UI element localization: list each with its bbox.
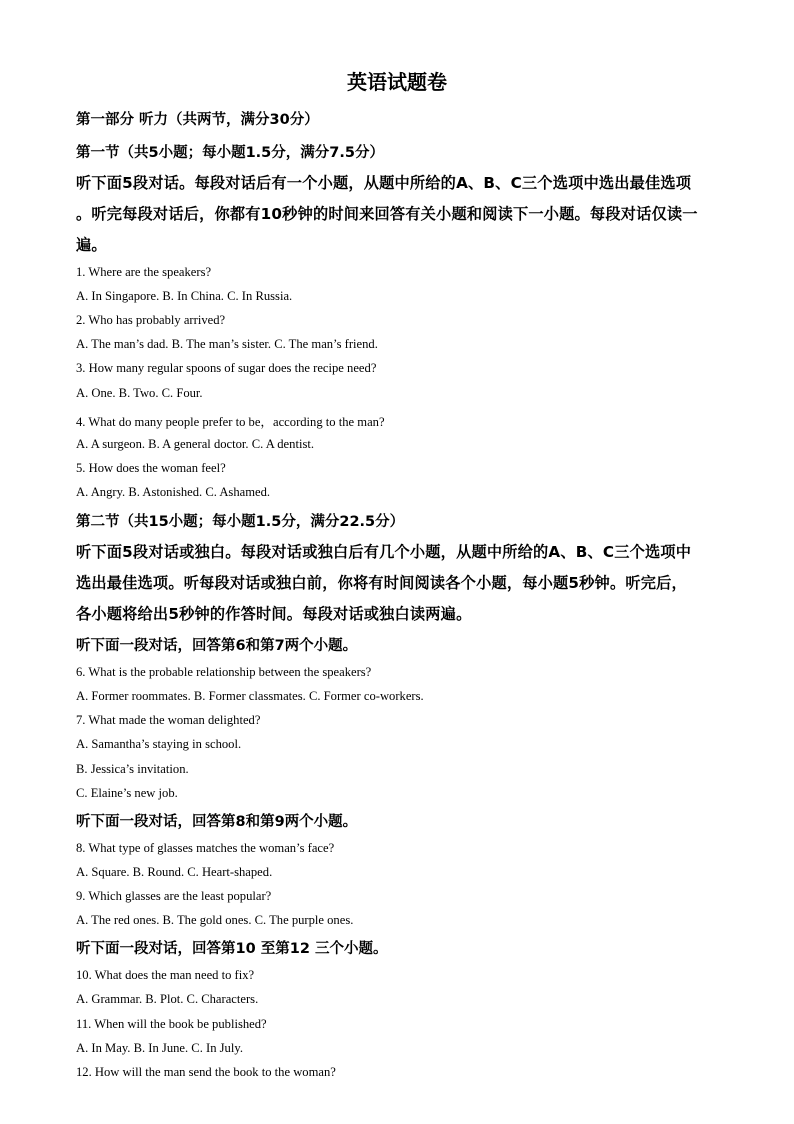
question-5-options: A. Angry. B. Astonished. C. Ashamed. (76, 485, 271, 499)
section2-instruction-line-2: 选出最佳选项。听每段对话或独白前，你将有时间阅读各个小题，每小题5秒钟。听完后， (76, 574, 687, 592)
group-3-heading: 听下面一段对话，回答第10 至第12 三个小题。 (76, 941, 388, 957)
question-11-options: A. In May. B. In June. C. In July. (76, 1041, 243, 1055)
question-4-options: A. A surgeon. B. A general doctor. C. A dentist. (76, 437, 314, 451)
group-1-heading: 听下面一段对话，回答第6和第7两个小题。 (76, 638, 358, 654)
question-1: 1. Where are the speakers? (76, 265, 212, 279)
section1-instruction-line-2: 。听完每段对话后，你都有10秒钟的时间来回答有关小题和阅读下一小题。每段对话仅读一 (76, 205, 698, 223)
question-12: 12. How will the man send the book to the woman? (76, 1065, 336, 1079)
page-title: 英语试题卷 (347, 70, 447, 94)
question-7-option-c: C. Elaine’s new job. (76, 786, 178, 800)
section1-instruction-line-3: 遍。 (76, 236, 107, 254)
question-11: 11. When will the book be published? (76, 1017, 267, 1031)
question-2-options: A. The man’s dad. B. The man’s sister. C. The man’s friend. (76, 337, 378, 351)
question-7-option-a: A. Samantha’s staying in school. (76, 737, 242, 751)
section2-heading: 第二节（共15小题；每小题1.5分，满分22.5分） (76, 514, 405, 530)
section1-heading: 第一节（共5小题；每小题1.5分，满分7.5分） (76, 145, 384, 161)
question-8-options: A. Square. B. Round. C. Heart-shaped. (76, 865, 273, 879)
question-6: 6. What is the probable relationship between the speakers? (76, 665, 372, 679)
group-2-heading: 听下面一段对话，回答第8和第9两个小题。 (76, 814, 358, 830)
question-9: 9. Which glasses are the least popular? (76, 889, 272, 903)
part1-heading: 第一部分 听力（共两节，满分30分） (76, 112, 319, 128)
question-3: 3. How many regular spoons of sugar does the recipe need? (76, 361, 377, 375)
question-1-options: A. In Singapore. B. In China. C. In Russia. (76, 289, 293, 303)
question-8: 8. What type of glasses matches the woman’s face? (76, 841, 335, 855)
question-2: 2. Who has probably arrived? (76, 313, 226, 327)
question-7: 7. What made the woman delighted? (76, 713, 261, 727)
section2-instruction-line-1: 听下面5段对话或独白。每段对话或独白后有几个小题，从题中所给的A、B、C三个选项中 (76, 543, 692, 561)
question-7-option-b: B. Jessica’s invitation. (76, 762, 189, 776)
section2-instruction-line-3: 各小题将给出5秒钟的作答时间。每段对话或独白读两遍。 (76, 605, 472, 623)
question-3-options: A. One. B. Two. C. Four. (76, 386, 203, 400)
question-10-options: A. Grammar. B. Plot. C. Characters. (76, 992, 259, 1006)
question-5: 5. How does the woman feel? (76, 461, 226, 475)
question-6-options: A. Former roommates. B. Former classmates. C. Former co-workers. (76, 689, 424, 703)
section1-instruction-line-1: 听下面5段对话。每段对话后有一个小题，从题中所给的A、B、C三个选项中选出最佳选项 (76, 174, 692, 192)
question-4: 4. What do many people prefer to be，according to the man? (76, 415, 385, 429)
question-9-options: A. The red ones. B. The gold ones. C. The purple ones. (76, 913, 354, 927)
question-10: 10. What does the man need to fix? (76, 968, 255, 982)
